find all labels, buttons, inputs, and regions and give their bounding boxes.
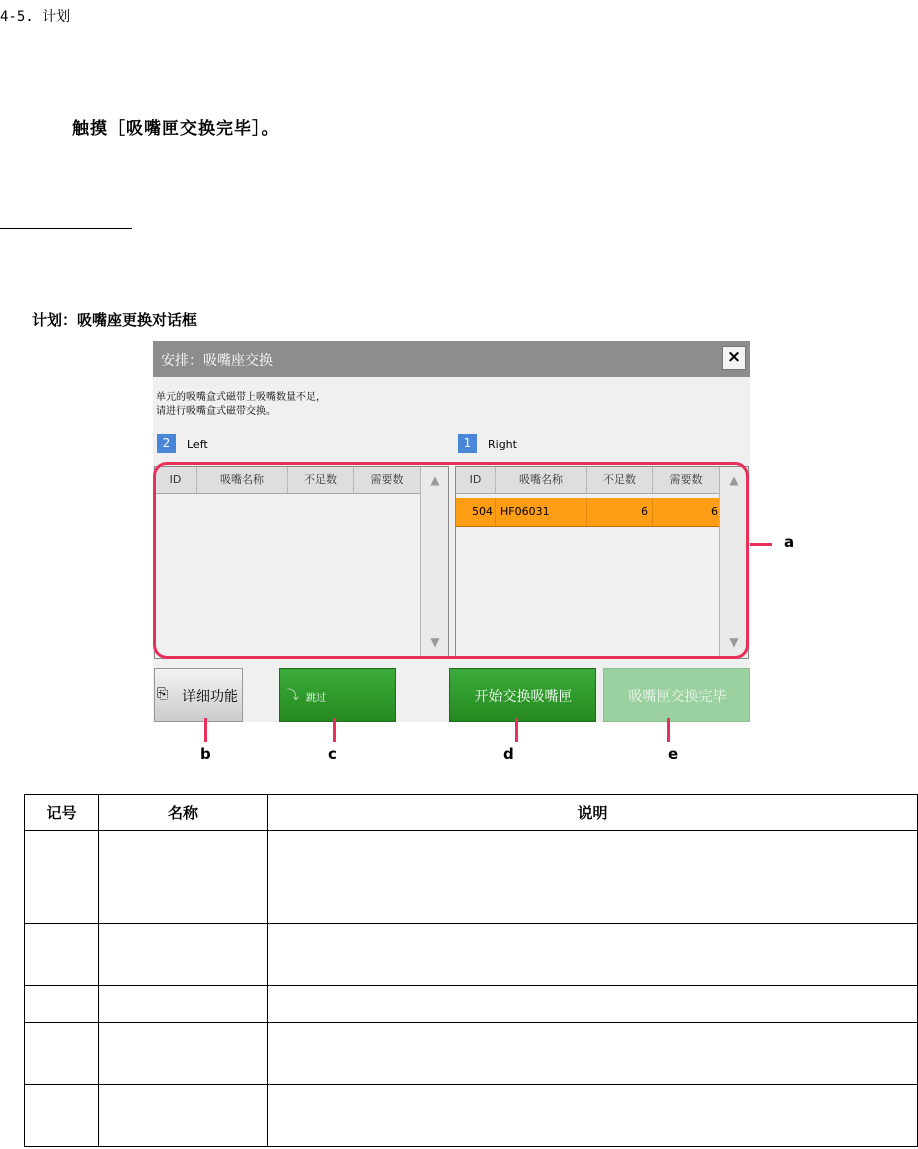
cell-name: [99, 1085, 268, 1147]
dialog-title: 安排：吸嘴座交换: [161, 353, 273, 369]
figure-caption: 计划：吸嘴座更换对话框: [32, 311, 198, 329]
section-header: 4-5. 计划: [0, 9, 71, 25]
cell-name: [99, 924, 268, 986]
callout-a-label: a: [784, 533, 795, 551]
divider-rule: [0, 228, 132, 229]
callout-d-line: [515, 718, 518, 742]
scroll-down-icon[interactable]: ▼: [430, 635, 440, 649]
skip-button[interactable]: [279, 668, 396, 722]
nozzle-exchange-dialog: [153, 341, 750, 722]
col-header-nozzle-name: 吸嘴名称: [197, 467, 288, 493]
detail-button-label: 详细功能: [182, 689, 238, 705]
callout-b-label: b: [200, 745, 211, 763]
dialog-titlebar: [153, 341, 750, 377]
callout-a-line: [750, 543, 772, 546]
cell-description: [268, 1023, 918, 1085]
col-header-id: ID: [456, 467, 496, 493]
cell-mark: [25, 1023, 99, 1085]
table-row: [25, 1023, 918, 1085]
done-button-label: 吸嘴匣交换完毕: [628, 689, 727, 705]
right-side-badge: 1: [458, 434, 477, 453]
detail-function-button[interactable]: [154, 668, 243, 722]
cell-id: 504: [456, 498, 496, 526]
callout-b-line: [204, 718, 207, 742]
scroll-up-icon[interactable]: ▲: [729, 473, 739, 487]
tool-icon: ⎘: [157, 686, 169, 702]
close-button[interactable]: ×: [722, 346, 746, 370]
callout-e-line: [667, 718, 670, 742]
instruction-text: 触摸［吸嘴匣交换完毕］。: [72, 119, 280, 139]
header-description: 说明: [268, 795, 918, 831]
right-side-label: Right: [488, 438, 517, 451]
col-header-nozzle-name: 吸嘴名称: [496, 467, 587, 493]
scroll-down-icon[interactable]: ▼: [729, 635, 739, 649]
left-side-label: Left: [187, 438, 208, 451]
legend-table: [24, 794, 918, 1147]
col-header-id: ID: [155, 467, 197, 493]
cell-name: [99, 1023, 268, 1085]
callout-e-label: e: [668, 745, 679, 763]
skip-icon: ⤵: [287, 688, 300, 702]
cell-mark: [25, 1085, 99, 1147]
cell-nozzle-name: HF06031: [496, 498, 587, 526]
callout-d-label: d: [503, 745, 514, 763]
header-name: 名称: [99, 795, 268, 831]
left-side-badge: 2: [157, 434, 176, 453]
col-header-required: 需要数: [370, 473, 404, 486]
cell-description: [268, 924, 918, 986]
cell-description: [268, 986, 918, 1023]
cell-name: [99, 986, 268, 1023]
cell-mark: [25, 924, 99, 986]
col-header-required: 需要数: [669, 473, 703, 486]
skip-button-label: 跳过: [306, 693, 326, 704]
start-button-label: 开始交换吸嘴匣: [474, 689, 573, 705]
start-exchange-button[interactable]: [449, 668, 596, 722]
cell-mark: [25, 986, 99, 1023]
callout-c-line: [333, 718, 336, 742]
table-row: [25, 924, 918, 986]
col-header-shortage: 不足数: [288, 467, 354, 493]
cell-description: [268, 831, 918, 924]
callout-c-label: c: [328, 745, 337, 763]
cell-required: 6: [711, 505, 718, 518]
dialog-message-line-2: 请进行吸嘴盒式磁带交换。: [156, 406, 276, 417]
exchange-complete-button[interactable]: [603, 668, 750, 722]
header-mark: 记号: [25, 795, 99, 831]
scroll-up-icon[interactable]: ▲: [430, 473, 440, 487]
col-header-shortage: 不足数: [587, 467, 653, 493]
cell-name: [99, 831, 268, 924]
callout-a-highlight: [153, 462, 749, 659]
cell-mark: [25, 831, 99, 924]
dialog-message-line-1: 单元的吸嘴盒式磁带上吸嘴数量不足，: [156, 392, 326, 403]
table-header-row: [25, 795, 918, 831]
table-row: [25, 831, 918, 924]
table-row: [25, 1085, 918, 1147]
cell-description: [268, 1085, 918, 1147]
cell-shortage: 6: [587, 498, 653, 526]
table-row: [25, 986, 918, 1023]
